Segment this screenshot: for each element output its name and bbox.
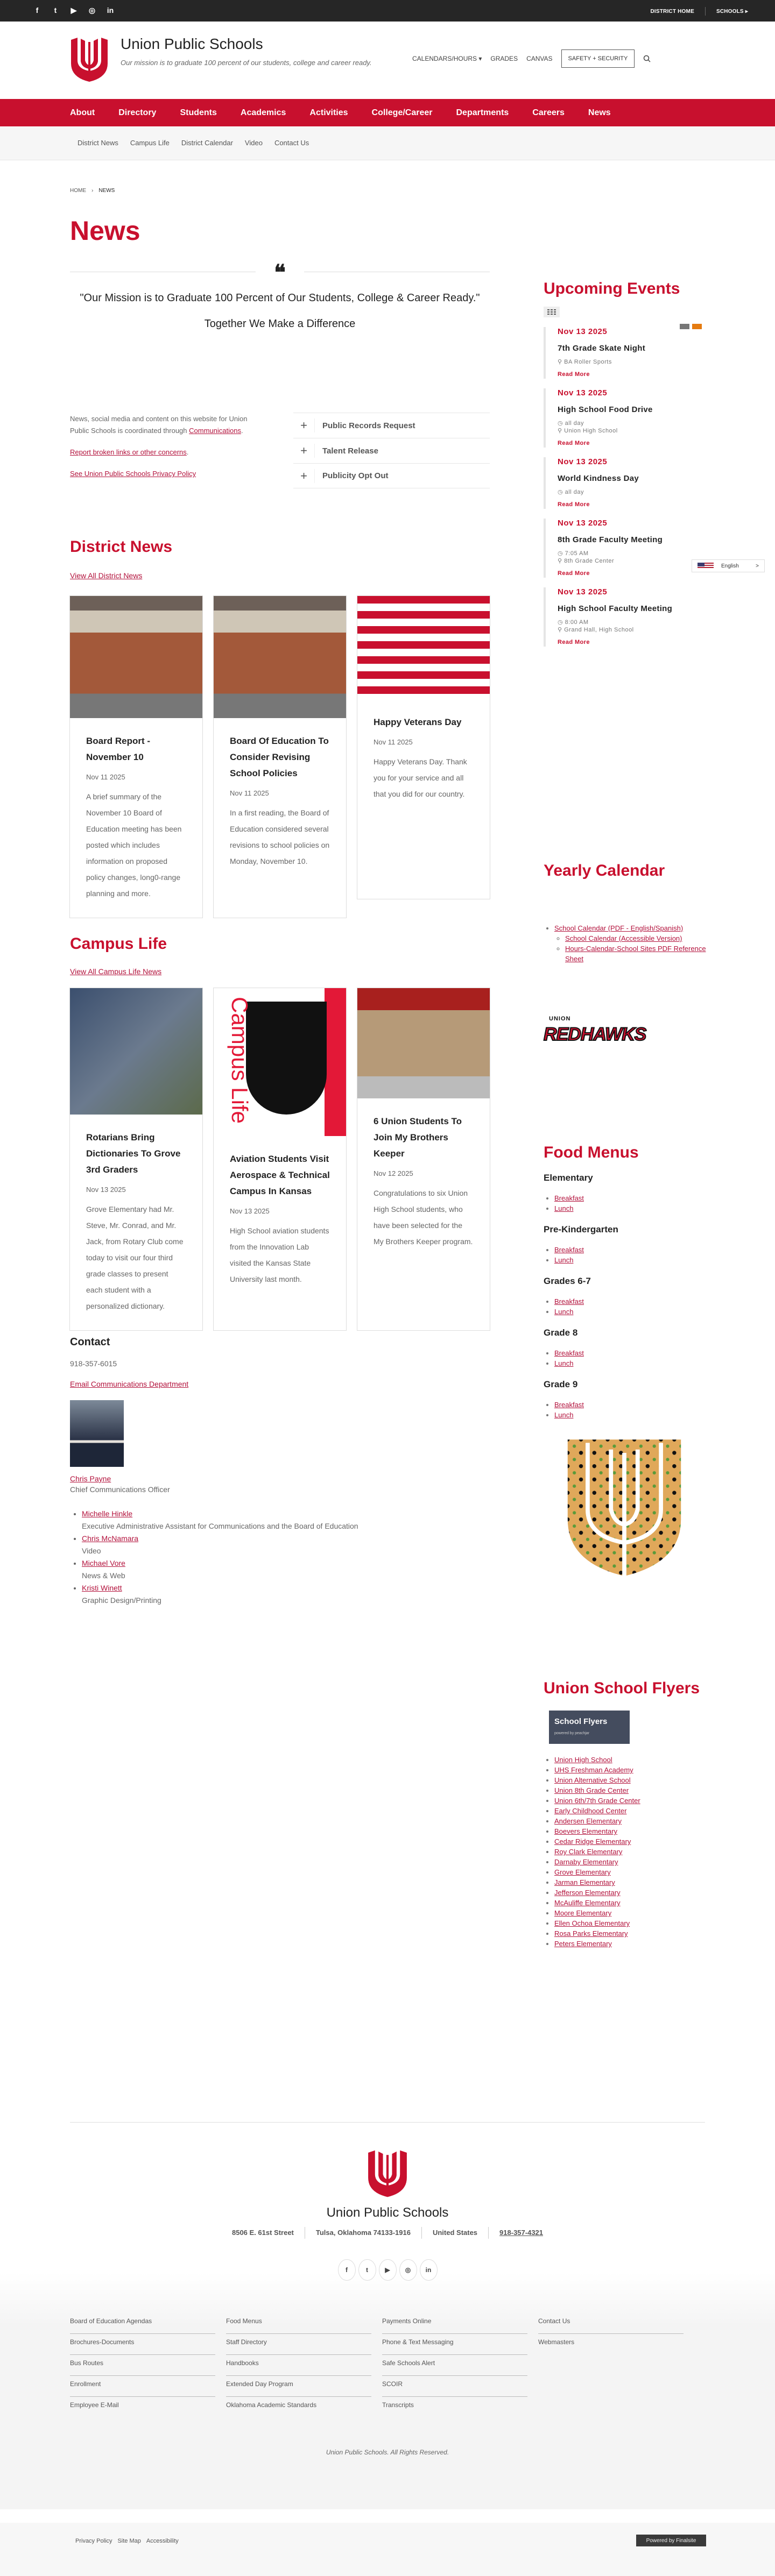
news-summary: In a first reading, the Board of Education considered several revisions to school policies on Monday, November 10. xyxy=(230,808,330,865)
food-menus xyxy=(544,1144,716,1579)
read-more-link[interactable]: Read More xyxy=(558,570,590,577)
nav-item[interactable]: News xyxy=(588,108,611,117)
sub-nav xyxy=(0,127,775,160)
event-location-text: Union High School xyxy=(564,428,618,434)
news-card[interactable] xyxy=(69,595,203,918)
period: . xyxy=(186,448,189,456)
contact-phone: 918-357-6015 xyxy=(70,1359,117,1368)
quote-text: "Our Mission is to Graduate 100 Percent of Our Students, College & Career Ready." xyxy=(80,292,480,304)
contact-heading: Contact xyxy=(70,1336,110,1348)
map-pin-icon: ⚲ xyxy=(558,627,565,633)
news-info xyxy=(70,413,258,489)
footer-title: Union Public Schools xyxy=(326,2205,449,2220)
food-group xyxy=(544,1224,716,1265)
district-home-link[interactable]: DISTRICT HOME xyxy=(650,8,694,15)
school-calendar-link[interactable]: School Calendar (PDF - English/Spanish) xyxy=(554,924,684,932)
us-flag-icon xyxy=(698,563,714,569)
staff-role: Video xyxy=(82,1546,101,1555)
news-title[interactable]: Rotarians Bring Dictionaries To Grove 3rd Graders xyxy=(86,1132,181,1175)
grid-icon xyxy=(547,309,556,315)
accordion-item[interactable] xyxy=(293,463,490,488)
info-text: News, social media and content on this website for Union Public Schools is coordinated through xyxy=(70,415,248,435)
menu-link[interactable]: Breakfast xyxy=(554,1246,584,1254)
event-item xyxy=(544,519,716,578)
flyer-school-link[interactable]: Darnaby Elementary xyxy=(554,1858,618,1866)
chevron-right-icon: › xyxy=(91,188,94,194)
nav-item[interactable]: Departments xyxy=(456,108,509,117)
view-all-district-news-link[interactable]: View All District News xyxy=(70,571,143,580)
staff-name-link[interactable]: Michelle Hinkle xyxy=(82,1509,133,1518)
event-time xyxy=(558,420,716,427)
logo-text: UNION xyxy=(549,1016,571,1022)
food-group xyxy=(544,1328,716,1368)
social-icon[interactable]: ▶ xyxy=(71,6,77,15)
chevron-right-icon: > xyxy=(756,563,759,569)
news-image xyxy=(70,988,202,1115)
bottom-link[interactable]: Privacy Policy xyxy=(75,2538,112,2544)
nav-item[interactable]: Students xyxy=(180,108,217,117)
notification-bell-icon[interactable] xyxy=(692,324,702,329)
yearly-calendar-heading: Yearly Calendar xyxy=(544,862,665,879)
top-social-links xyxy=(33,6,114,15)
accordion-label: Public Records Request xyxy=(322,421,415,430)
grid-view-button[interactable] xyxy=(544,307,560,317)
event-date: Nov 13 2025 xyxy=(558,327,608,336)
event-item xyxy=(544,388,716,448)
news-summary: Grove Elementary had Mr. Steve, Mr. Conrad, and Mr. Jack, from Rotary Club come today to visit our four third grade classes to present each student with a personalized dictionary. xyxy=(86,1205,184,1310)
top-utility-nav xyxy=(650,7,748,16)
news-summary: Happy Veterans Day. Thank you for your service and all that you did for our country. xyxy=(374,757,467,798)
menu-link[interactable]: Breakfast xyxy=(554,1401,584,1409)
calendar-sub-link[interactable]: Hours-Calendar-School Sites PDF Reference Sheet xyxy=(565,945,706,963)
footer-column xyxy=(382,2313,538,2418)
footer-link[interactable]: Bus Routes xyxy=(70,2355,215,2376)
news-summary: High School aviation students from the Innovation Lab visited the Kansas State University last month. xyxy=(230,1226,329,1283)
event-item xyxy=(544,327,716,379)
social-icon[interactable]: ◎ xyxy=(399,2259,417,2281)
staff-list-item xyxy=(82,1582,447,1607)
breadcrumb xyxy=(70,188,115,194)
flyers-heading: Union School Flyers xyxy=(544,1679,700,1697)
footer-link[interactable]: Board of Education Agendas xyxy=(70,2313,215,2334)
event-title[interactable]: 7th Grade Skate Night xyxy=(558,344,646,353)
divider xyxy=(705,7,706,16)
header-utility-links xyxy=(412,49,651,68)
menu-link[interactable]: Lunch xyxy=(554,1359,574,1367)
news-date: Nov 11 2025 xyxy=(374,738,413,746)
food-group xyxy=(544,1276,716,1317)
flyer-school-link[interactable]: Andersen Elementary xyxy=(554,1817,622,1825)
footer-link[interactable]: Handbooks xyxy=(226,2355,371,2376)
staff-name-link[interactable]: Chris Payne xyxy=(70,1474,111,1483)
staff-role: Graphic Design/Printing xyxy=(82,1596,161,1605)
subnav-item[interactable]: Contact Us xyxy=(274,139,309,147)
flyer-school-link[interactable]: Boevers Elementary xyxy=(554,1827,618,1835)
page-title: News xyxy=(70,216,140,246)
footer-link[interactable]: Transcripts xyxy=(382,2401,414,2409)
social-icon[interactable]: f xyxy=(338,2259,356,2281)
privacy-policy-link[interactable]: See Union Public Schools Privacy Policy xyxy=(70,470,196,478)
menu-link[interactable]: Breakfast xyxy=(554,1194,584,1202)
nav-item[interactable]: College/Career xyxy=(371,108,433,117)
social-icon[interactable]: ▶ xyxy=(379,2259,397,2281)
news-title[interactable]: Board Of Education To Consider Revising School Policies xyxy=(230,736,329,778)
communications-link[interactable]: Communications xyxy=(189,427,241,435)
language-selector[interactable] xyxy=(692,559,765,572)
news-card[interactable] xyxy=(213,595,347,918)
flyer-school-link[interactable]: Early Childhood Center xyxy=(554,1807,627,1815)
flyer-school-link[interactable]: Cedar Ridge Elementary xyxy=(554,1837,631,1846)
clock-icon: ◷ xyxy=(558,489,565,495)
bottom-link[interactable]: Site Map xyxy=(117,2538,141,2544)
social-icon[interactable]: ◎ xyxy=(88,6,96,15)
district-news-heading: District News xyxy=(70,538,173,556)
footer-link[interactable]: Payments Online xyxy=(382,2313,527,2334)
footer-link[interactable]: Webmasters xyxy=(538,2338,575,2346)
map-pin-icon: ⚲ xyxy=(558,359,565,365)
footer-logo[interactable] xyxy=(367,2149,408,2197)
breadcrumb-home[interactable]: HOME xyxy=(70,188,86,194)
accordion xyxy=(293,413,490,488)
plus-icon: + xyxy=(293,444,315,458)
breadcrumb-current: NEWS xyxy=(98,188,115,194)
footer-link[interactable]: Food Menus xyxy=(226,2313,371,2334)
clock-icon: ◷ xyxy=(558,420,565,427)
news-date: Nov 12 2025 xyxy=(374,1169,413,1177)
social-icon[interactable]: t xyxy=(358,2259,376,2281)
period: . xyxy=(241,427,243,435)
social-icon[interactable]: in xyxy=(420,2259,438,2281)
city: Tulsa, Oklahoma 74133-1916 xyxy=(305,2227,422,2239)
flyer-school-link[interactable]: Peters Elementary xyxy=(554,1940,612,1948)
clock-icon: ◷ xyxy=(558,550,565,557)
news-date: Nov 13 2025 xyxy=(86,1186,126,1194)
footer-links xyxy=(70,2313,705,2418)
divider xyxy=(70,2122,705,2123)
footer-link[interactable]: Employee E-Mail xyxy=(70,2401,119,2409)
event-time-text: 7:05 AM xyxy=(565,550,589,557)
flyer-school-link[interactable]: Union 6th/7th Grade Center xyxy=(554,1797,640,1805)
quote-subtext: Together We Make a Difference xyxy=(204,318,356,330)
food-group-name: Elementary xyxy=(544,1173,593,1183)
menu-link[interactable]: Lunch xyxy=(554,1411,574,1419)
staff-list-item xyxy=(82,1557,447,1582)
upcoming-events-heading: Upcoming Events xyxy=(544,280,680,297)
news-summary: Congratulations to six Union High School students, who have been selected for the My Brothers Keeper program. xyxy=(374,1189,473,1246)
clock-icon: ◷ xyxy=(558,619,565,626)
badge-subtitle: powered by peachjar xyxy=(554,1731,589,1735)
footer-column xyxy=(226,2313,382,2418)
social-icon[interactable]: t xyxy=(54,6,57,15)
news-image xyxy=(214,596,346,718)
flyer-school-link[interactable]: McAuliffe Elementary xyxy=(554,1899,621,1907)
site-tagline: Our mission is to graduate 100 percent of our students, college and career ready. xyxy=(121,59,372,67)
news-date: Nov 13 2025 xyxy=(230,1207,270,1215)
flyer-school-link[interactable]: Rosa Parks Elementary xyxy=(554,1929,628,1938)
footer-link[interactable]: SCOIR xyxy=(382,2376,527,2397)
news-card[interactable] xyxy=(357,595,490,899)
upcoming-events xyxy=(544,280,716,647)
event-date: Nov 13 2025 xyxy=(558,388,608,398)
flyer-school-link[interactable]: Jarman Elementary xyxy=(554,1878,615,1886)
accordion-item[interactable] xyxy=(293,438,490,463)
search-icon[interactable] xyxy=(643,55,651,62)
nav-item[interactable]: Activities xyxy=(309,108,348,117)
nav-item[interactable]: Directory xyxy=(118,108,157,117)
flyer-school-link[interactable]: Ellen Ochoa Elementary xyxy=(554,1919,630,1927)
footer-link[interactable]: Enrollment xyxy=(70,2376,215,2397)
event-time xyxy=(558,550,716,557)
menu-link[interactable]: Breakfast xyxy=(554,1349,584,1357)
accordion-label: Publicity Opt Out xyxy=(322,471,389,480)
footer-link[interactable]: Extended Day Program xyxy=(226,2376,371,2397)
news-date: Nov 11 2025 xyxy=(86,773,125,781)
canvas-link[interactable]: CANVAS xyxy=(526,55,553,62)
news-title[interactable]: Board Report - November 10 xyxy=(86,736,150,762)
news-card[interactable] xyxy=(213,988,347,1331)
safety-security-button[interactable]: SAFETY + SECURITY xyxy=(561,49,635,68)
flyer-school-link[interactable]: Jefferson Elementary xyxy=(554,1889,621,1897)
event-title[interactable]: World Kindness Day xyxy=(558,474,639,483)
staff-photo xyxy=(70,1400,124,1467)
event-item xyxy=(544,587,716,647)
footer-link[interactable]: Contact Us xyxy=(538,2313,684,2334)
campus-life-cards xyxy=(69,988,490,1331)
report-broken-links-link[interactable]: Report broken links or other concerns xyxy=(70,448,187,456)
staff-name-link[interactable]: Michael Vore xyxy=(82,1559,125,1567)
subnav-item[interactable]: District Calendar xyxy=(181,139,233,147)
quote-icon: ❝ xyxy=(274,260,286,285)
view-all-campus-life-link[interactable]: View All Campus Life News xyxy=(70,967,162,976)
event-date: Nov 13 2025 xyxy=(558,457,608,466)
event-item xyxy=(544,457,716,509)
menu-link[interactable]: Lunch xyxy=(554,1204,574,1212)
news-image xyxy=(70,596,202,718)
country: United States xyxy=(422,2227,489,2239)
flyer-school-link[interactable]: Union 8th Grade Center xyxy=(554,1786,629,1794)
staff-name-link[interactable]: Kristi Winett xyxy=(82,1584,122,1592)
read-more-link[interactable]: Read More xyxy=(558,639,590,645)
bottom-bar xyxy=(0,2523,775,2576)
event-location xyxy=(558,626,716,634)
subnav-item[interactable]: Video xyxy=(244,139,263,147)
news-date: Nov 11 2025 xyxy=(230,789,269,797)
footer-link[interactable]: Oklahoma Academic Standards xyxy=(226,2401,317,2409)
food-group-name: Grades 6-7 xyxy=(544,1276,591,1286)
read-more-link[interactable]: Read More xyxy=(558,501,590,508)
read-more-link[interactable]: Read More xyxy=(558,440,590,446)
news-image xyxy=(357,596,490,699)
logo-text: REDHAWKS xyxy=(544,1024,646,1045)
footer-phone-link[interactable]: 918-357-4321 xyxy=(499,2229,544,2237)
event-time xyxy=(558,619,716,626)
accordion-item[interactable] xyxy=(293,413,490,438)
grades-link[interactable]: GRADES xyxy=(490,55,518,62)
yearly-calendar xyxy=(544,862,716,1061)
flyer-school-link[interactable]: Moore Elementary xyxy=(554,1909,612,1917)
nav-item[interactable]: Academics xyxy=(240,108,286,117)
news-title[interactable]: 6 Union Students To Join My Brothers Keeper xyxy=(374,1116,462,1159)
calendars-hours-dropdown[interactable]: CALENDARS/HOURS ▾ xyxy=(412,55,482,62)
staff-role: Executive Administrative Assistant for Communications and the Board of Education xyxy=(82,1522,358,1530)
event-time-text: all day xyxy=(565,489,584,495)
flyer-school-link[interactable]: UHS Freshman Academy xyxy=(554,1766,633,1774)
footer-column xyxy=(70,2313,226,2418)
nav-item[interactable]: About xyxy=(70,108,95,117)
badge-title: School Flyers xyxy=(554,1717,608,1726)
event-location-text: BA Roller Sports xyxy=(564,359,612,365)
footer-social xyxy=(0,2259,775,2281)
event-time xyxy=(558,488,716,496)
subnav-item[interactable]: Campus Life xyxy=(130,139,170,147)
menu-link[interactable]: Lunch xyxy=(554,1308,574,1316)
map-pin-icon: ⚲ xyxy=(558,428,565,434)
event-location-text: 8th Grade Center xyxy=(564,558,615,564)
plus-icon: + xyxy=(293,418,315,432)
flyer-school-link[interactable]: Union High School xyxy=(554,1756,612,1764)
staff-role: News & Web xyxy=(82,1571,125,1580)
event-date: Nov 13 2025 xyxy=(558,587,608,597)
redhawks-logo xyxy=(544,1002,684,1061)
event-location xyxy=(558,358,716,366)
rss-icon[interactable] xyxy=(680,324,689,329)
staff-list-item xyxy=(82,1532,447,1557)
calendar-sub-link[interactable]: School Calendar (Accessible Version) xyxy=(565,934,682,942)
bottom-links xyxy=(75,2538,179,2544)
news-title[interactable]: Aviation Students Visit Aerospace & Technical Campus In Kansas xyxy=(230,1154,330,1196)
event-time-text: 8:00 AM xyxy=(565,619,589,626)
copyright: Union Public Schools. All Rights Reserved. xyxy=(326,2449,449,2456)
flyer-school-link[interactable]: Grove Elementary xyxy=(554,1868,611,1876)
food-group xyxy=(544,1379,716,1420)
campus-life-logo-image xyxy=(214,988,346,1136)
subnav-item[interactable]: District News xyxy=(78,139,118,147)
read-more-link[interactable]: Read More xyxy=(558,371,590,378)
union-logo[interactable] xyxy=(70,37,109,82)
school-flyers xyxy=(544,1679,716,1949)
contact-section xyxy=(70,1336,447,1607)
accordion-label: Talent Release xyxy=(322,446,378,456)
flyer-school-link[interactable]: Union Alternative School xyxy=(554,1776,631,1784)
event-title[interactable]: High School Faculty Meeting xyxy=(558,604,673,613)
site-title[interactable]: Union Public Schools xyxy=(121,36,263,52)
event-title[interactable]: High School Food Drive xyxy=(558,405,653,414)
staff-name-link[interactable]: Chris McNamara xyxy=(82,1534,139,1543)
social-icon[interactable]: in xyxy=(107,6,114,15)
footer-link[interactable]: Safe Schools Alert xyxy=(382,2355,527,2376)
event-location xyxy=(558,427,716,435)
map-pin-icon: ⚲ xyxy=(558,558,565,564)
street: 8506 E. 61st Street xyxy=(221,2227,305,2239)
news-card[interactable] xyxy=(69,988,203,1331)
staff-list-item xyxy=(82,1508,447,1532)
peachjar-badge[interactable] xyxy=(549,1711,630,1744)
mission-quote xyxy=(70,260,490,330)
food-group xyxy=(544,1173,716,1214)
event-title[interactable]: 8th Grade Faculty Meeting xyxy=(558,535,663,544)
bottom-link[interactable]: Accessibility xyxy=(146,2538,179,2544)
food-group-name: Pre-Kindergarten xyxy=(544,1224,618,1234)
food-group-name: Grade 8 xyxy=(544,1328,578,1338)
powered-by-finalsite-badge[interactable]: Powered by Finalsite xyxy=(636,2535,706,2546)
main-nav xyxy=(0,99,775,126)
footer-address xyxy=(0,2227,775,2239)
menu-link[interactable]: Lunch xyxy=(554,1256,574,1264)
email-communications-link[interactable]: Email Communications Department xyxy=(70,1380,189,1388)
news-summary: A brief summary of the November 10 Board of Education meeting has been posted which includes information on proposed policy changes, long0-range planning and more. xyxy=(86,792,182,898)
food-group-name: Grade 9 xyxy=(544,1379,578,1389)
schools-dropdown[interactable]: SCHOOLS ▸ xyxy=(716,8,748,15)
campus-life-logo-text: Campus Life xyxy=(227,997,252,1124)
menu-link[interactable]: Breakfast xyxy=(554,1297,584,1305)
event-location-text: Grand Hall, High School xyxy=(564,627,634,633)
language-label: English xyxy=(721,563,739,569)
pizza-u-logo-image xyxy=(554,1436,694,1576)
social-icon[interactable]: f xyxy=(36,6,39,15)
nav-item[interactable]: Careers xyxy=(532,108,565,117)
event-date: Nov 13 2025 xyxy=(558,519,608,528)
district-news-cards xyxy=(69,595,490,918)
event-time-text: all day xyxy=(565,420,584,427)
food-menus-heading: Food Menus xyxy=(544,1144,639,1161)
plus-icon: + xyxy=(293,469,315,483)
campus-life-heading: Campus Life xyxy=(70,935,167,953)
footer-link[interactable]: Phone & Text Messaging xyxy=(382,2334,527,2355)
staff-role: Chief Communications Officer xyxy=(70,1485,170,1494)
flyer-school-link[interactable]: Roy Clark Elementary xyxy=(554,1848,623,1856)
footer-column xyxy=(538,2313,694,2418)
footer-link[interactable]: Brochures-Documents xyxy=(70,2334,215,2355)
news-title[interactable]: Happy Veterans Day xyxy=(374,717,462,727)
footer-link[interactable]: Staff Directory xyxy=(226,2334,371,2355)
news-card[interactable] xyxy=(357,988,490,1331)
news-image xyxy=(357,988,490,1098)
